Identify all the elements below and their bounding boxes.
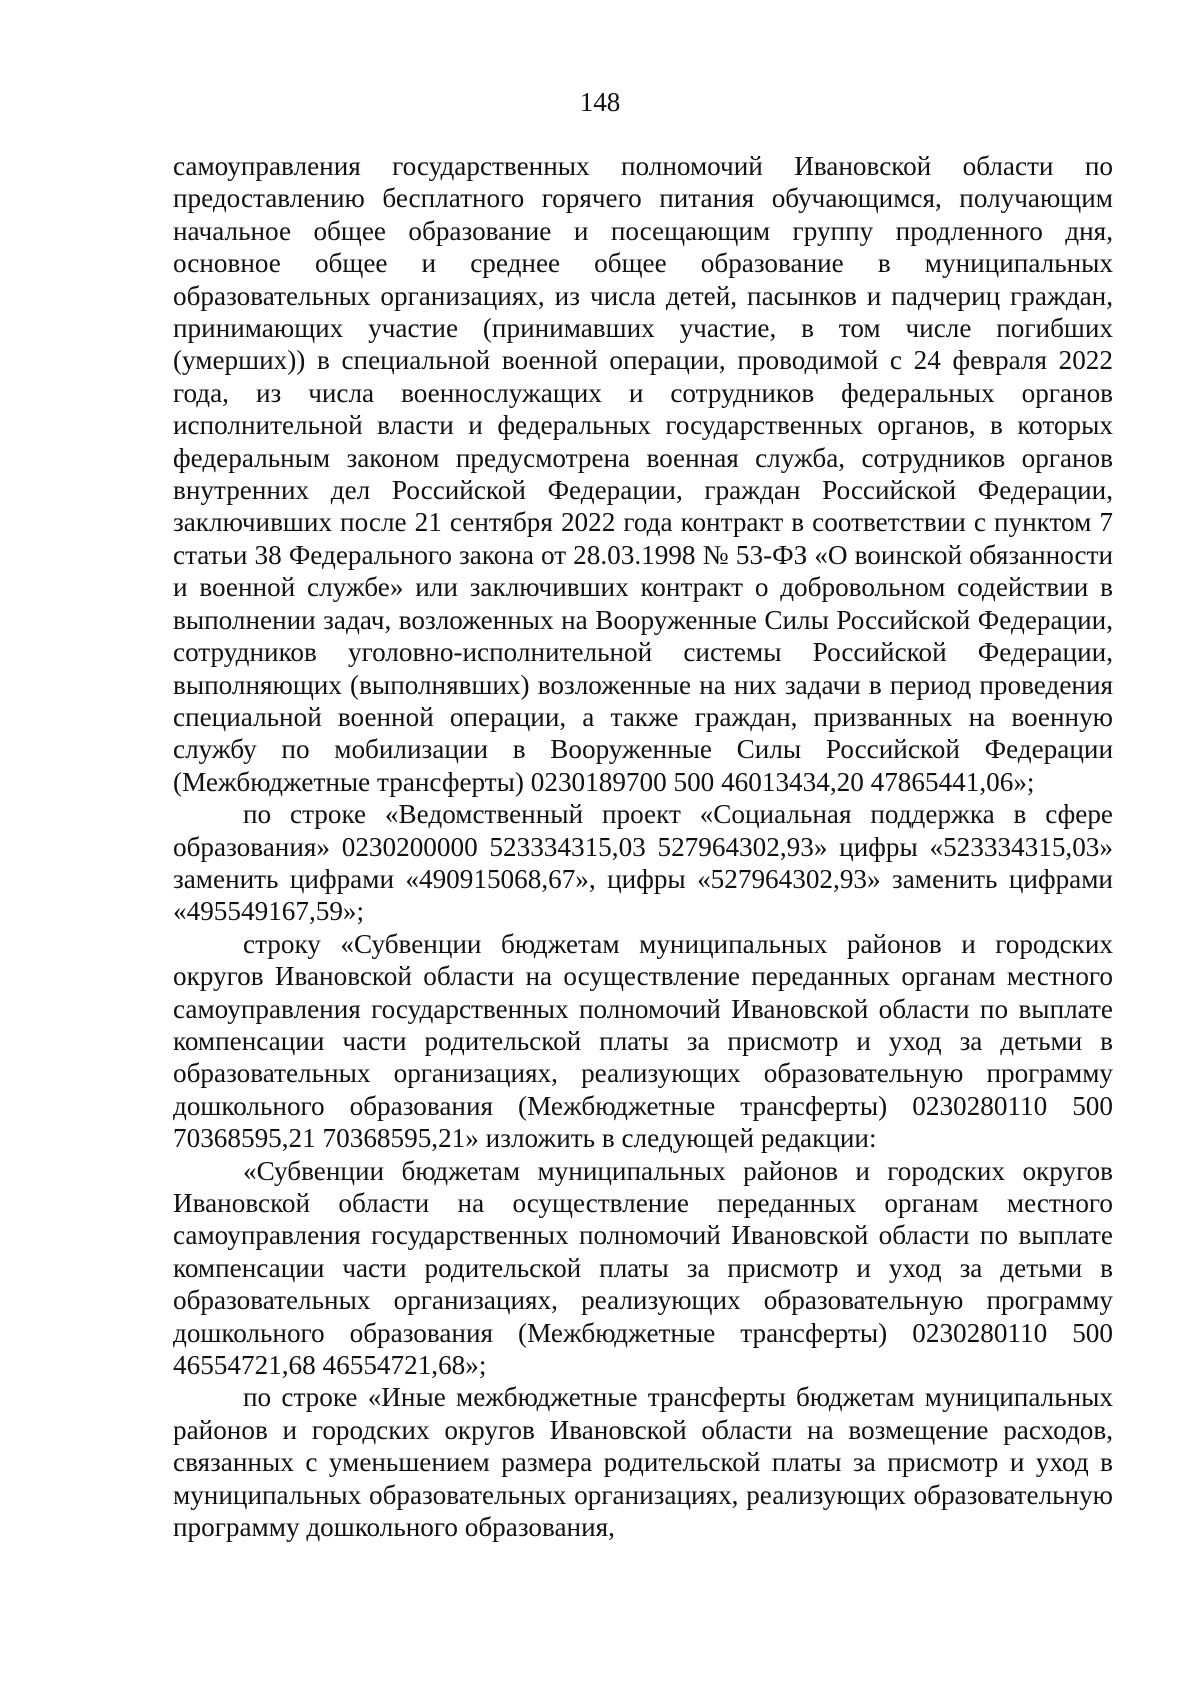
page-number: 148 <box>579 87 621 117</box>
document-body <box>173 150 1113 1543</box>
paragraph-subventions-new-wording: «Субвенции бюджетам муниципальных районов и городских округов Ивановской области на осуществление переданных органам местного самоуправления государственных полномочий Ивановской области по выплате компенсации части родительской платы за присмотр и уход за детьми в образовательных организациях, реализующих образовательную программу дошкольного образования (Межбюджетные трансферты) 0230280110 500 46554721,68 46554721,68»; <box>173 1155 1113 1381</box>
paragraph-other-transfers: по строке «Иные межбюджетные трансферты бюджетам муниципальных районов и городских округов Ивановской области на возмещение расходов, связанных с уменьшением размера родительской платы за присмотр и уход в муниципальных образовательных организациях, реализующих образовательную программу дошкольного образования, <box>173 1382 1113 1543</box>
paragraph-continuation: самоуправления государственных полномочий Ивановской области по предоставлению бесплатного горячего питания обучающимся, получающим начальное общее образование и посещающим группу продленного дня, основное общее и среднее общее образование в муниципальных образовательных организациях, из числа детей, пасынков и падчериц граждан, принимающих участие (принимавших участие, в том числе погибших (умерших)) в специальной военной операции, проводимой с 24 февраля 2022 года, из числа военнослужащих и сотрудников федеральных органов исполнительной власти и федеральных государственных органов, в которых федеральным законом предусмотрена военная служба, сотрудников органов внутренних дел Российской Федерации, граждан Российской Федерации, заключивших после 21 сентября 2022 года контракт в соответствии с пунктом 7 статьи 38 Федерального закона от 28.03.1998 № 53-ФЗ «О воинской обязанности и военной службе» или заключивших контракт о добровольном содействии в выполнении задач, возложенных на Вооруженные Силы Российской Федерации, сотрудников уголовно-исполнительной системы Российской Федерации, выполняющих (выполнявших) возложенные на них задачи в период проведения специальной военной операции, а также граждан, призванных на военную службу по мобилизации в Вооруженные Силы Российской Федерации (Межбюджетные трансферты) 0230189700 500 46013434,20 47865441,06»; <box>173 151 1113 797</box>
paragraph-departmental-project: по строке «Ведомственный проект «Социальная поддержка в сфере образования» 0230200000 523334315,03 527964302,93» цифры «523334315,03» заменить цифрами «490915068,67», цифры «527964302,93» заменить цифрами «495549167,59»; <box>173 799 1113 927</box>
paragraph-subventions-line: строку «Субвенции бюджетам муниципальных районов и городских округов Ивановской области на осуществление переданных органам местного самоуправления государственных полномочий Ивановской области по выплате компенсации части родительской платы за присмотр и уход за детьми в образовательных организациях, реализующих образовательную программу дошкольного образования (Межбюджетные трансферты) 0230280110 500 70368595,21 70368595,21» изложить в следующей редакции: <box>173 928 1113 1154</box>
